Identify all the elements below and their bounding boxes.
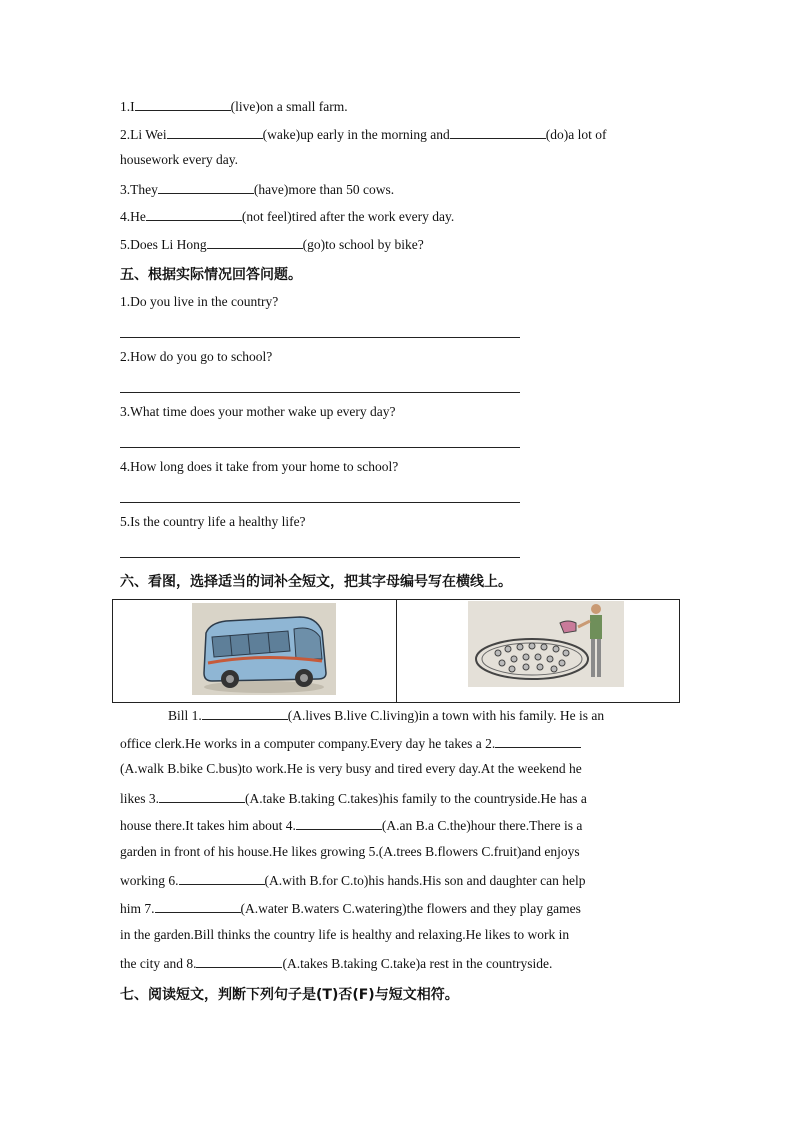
answer-line[interactable] [120, 447, 520, 448]
answer-line[interactable] [120, 557, 520, 558]
passage-line: working 6. (A.with B.for C.to)his hands.His son and daughter can help [120, 873, 586, 888]
s5-question: 4.How long does it take from your home to school? [120, 459, 399, 474]
section5-heading: 五、根据实际情况回答问题。 [120, 267, 302, 283]
table-divider [396, 600, 397, 702]
passage-line: garden in front of his house.He likes growing 5.(A.trees B.flowers C.fruit)and enjoys [120, 844, 580, 859]
s4-q2: 2.Li Wei (wake)up early in the morning and (do)a lot of [120, 127, 607, 142]
answer-blank[interactable] [207, 235, 303, 249]
answer-blank[interactable] [167, 125, 263, 139]
s5-question: 1.Do you live in the country? [120, 294, 279, 309]
answer-blank[interactable] [196, 954, 282, 968]
passage-line: likes 3. (A.take B.taking C.takes)his family to the countryside.He has a [120, 791, 587, 806]
passage-line: the city and 8. (A.takes B.taking C.take)a rest in the countryside. [120, 956, 553, 971]
bus-image [192, 603, 336, 695]
answer-blank[interactable] [158, 180, 254, 194]
s4-q1: 1.I (live)on a small farm. [120, 99, 348, 114]
answer-blank[interactable] [179, 871, 265, 885]
passage-line: Bill 1. (A.lives B.live C.living)in a town with his family. He is an [168, 708, 605, 723]
answer-line[interactable] [120, 502, 520, 503]
passage-line: house there.It takes him about 4. (A.an B.a C.the)hour there.There is a [120, 818, 583, 833]
answer-blank[interactable] [495, 734, 581, 748]
s4-q3: 3.They (have)more than 50 cows. [120, 182, 395, 197]
gardener-watering-flowers-image [468, 601, 624, 687]
passage-line: in the garden.Bill thinks the country life is healthy and relaxing.He likes to work in [120, 927, 570, 942]
section7-heading: 七、阅读短文，判断下列句子是(T)否(F)与短文相符。 [120, 987, 459, 1003]
s5-question: 3.What time does your mother wake up every day? [120, 404, 396, 419]
answer-blank[interactable] [202, 706, 288, 720]
section6-heading: 六、看图，选择适当的词补全短文，把其字母编号写在横线上。 [120, 574, 512, 590]
s4-q4: 4.He (not feel)tired after the work every day. [120, 209, 455, 224]
s4-q2-continued: housework every day. [120, 152, 238, 167]
s5-question: 2.How do you go to school? [120, 349, 273, 364]
answer-blank[interactable] [146, 207, 242, 221]
passage-line: (A.walk B.bike C.bus)to work.He is very busy and tired every day.At the weekend he [120, 761, 582, 776]
answer-blank[interactable] [159, 789, 245, 803]
s5-question: 5.Is the country life a healthy life? [120, 514, 306, 529]
s4-q5: 5.Does Li Hong (go)to school by bike? [120, 237, 424, 252]
answer-blank[interactable] [135, 97, 231, 111]
answer-line[interactable] [120, 337, 520, 338]
passage-line: office clerk.He works in a computer company.Every day he takes a 2. [120, 734, 581, 752]
answer-blank[interactable] [155, 899, 241, 913]
answer-line[interactable] [120, 392, 520, 393]
answer-blank[interactable] [450, 125, 546, 139]
passage-line: him 7. (A.water B.waters C.watering)the flowers and they play games [120, 901, 581, 916]
answer-blank[interactable] [296, 816, 382, 830]
picture-table [112, 599, 680, 703]
